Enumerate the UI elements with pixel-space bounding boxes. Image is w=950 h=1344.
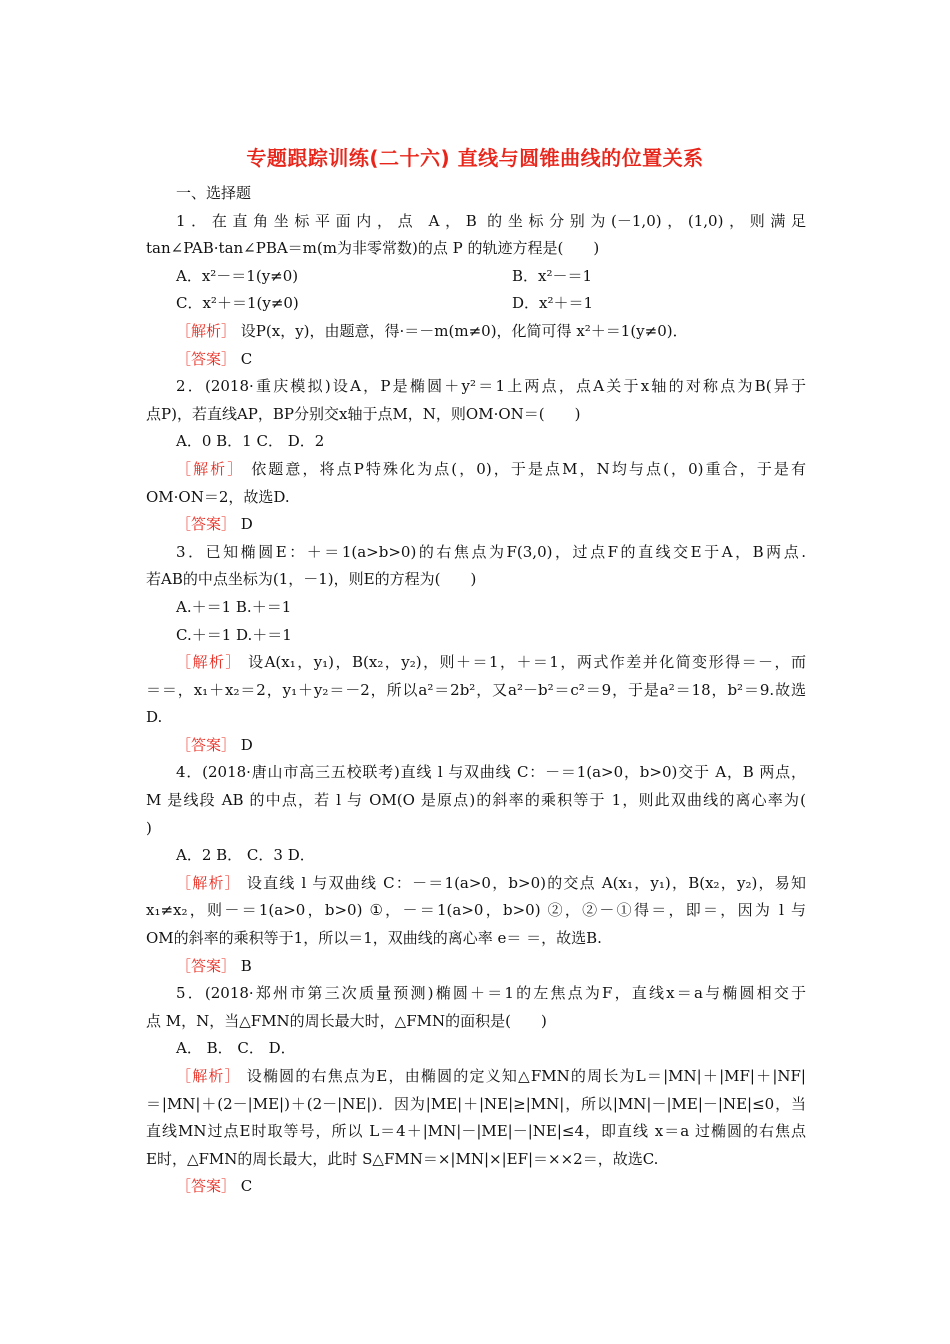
q2-stem-line-1: 2．(2018·重庆模拟)设A，P是椭圆＋y²＝1上两点，点A关于x轴的对称点为B(异于 <box>176 377 806 396</box>
q3-options-row-1: A.＋＝1 B.＋＝1 <box>176 597 292 616</box>
q3-options-row-2: C.＋＝1 D.＋＝1 <box>176 625 292 644</box>
q2-stem-line-2: 点P)，若直线AP，BP分别交x轴于点M，N，则OM·ON＝( ) <box>146 404 581 423</box>
q2-analysis-line-2: OM·ON＝2，故选D. <box>146 487 290 506</box>
q4-analysis-line-2: x₁≠x₂，则－＝1(a>0，b>0) ①，－＝1(a>0，b>0) ②，②－①得＝，即＝，因为 l 与 <box>146 901 806 920</box>
q3-stem-line-2: 若AB的中点坐标为(1，－1)，则E的方程为( ) <box>146 570 477 589</box>
q5-answer-text: C <box>236 1177 253 1196</box>
document-body <box>146 180 806 1201</box>
analysis-tag: ［解析］ <box>176 1067 241 1085</box>
q4-analysis-line-3: OM的斜率的乘积等于1，所以＝1，双曲线的离心率 e＝ ＝，故选B. <box>146 929 602 948</box>
q5-stem-line-1: 5．(2018·郑州市第三次质量预测)椭圆＋＝1的左焦点为F，直线x＝a与椭圆相交于 <box>176 984 806 1003</box>
page-title: 专题跟踪训练(二十六) 直线与圆锥曲线的位置关系 <box>246 146 704 170</box>
q1-option-b: B．x²－＝1 <box>512 266 593 285</box>
q3-stem-line-1: 3．已知椭圆E：＋＝1(a>b>0)的右焦点为F(3,0)，过点F的直线交E于A，B两点. <box>176 542 806 561</box>
q5-answer <box>146 1173 806 1201</box>
q3-answer-text: D <box>236 735 253 754</box>
analysis-tag: ［解析］ <box>176 653 242 672</box>
answer-tag: ［答案］ <box>176 956 237 975</box>
q2-analysis-text-1: 依题意，将点P特殊化为点(，0)，于是点M，N均与点(，0)重合，于是有 <box>244 459 806 478</box>
q4-options: A．2 B． C．3 D． <box>176 846 315 865</box>
q3-analysis-line-3: D. <box>146 708 163 727</box>
q2-answer <box>146 511 806 539</box>
analysis-tag: ［解析］ <box>176 873 241 892</box>
q1-option-c: C．x²＋＝1(y≠0) <box>176 294 299 313</box>
q1-answer <box>146 346 806 374</box>
q1-analysis <box>146 318 806 346</box>
q4-stem-line-1: 4．(2018·唐山市高三五校联考)直线 l 与双曲线 C：－＝1(a>0，b>0)交于 A，B 两点， <box>176 763 806 782</box>
q5-options: A． B． C． D． <box>176 1039 296 1058</box>
q5-analysis <box>146 1063 806 1091</box>
q3-analysis-text-1: 设A(x₁，y₁)，B(x₂，y₂)，则＋＝1，＋＝1，两式作差并化简变形得＝－，而 <box>241 653 806 672</box>
q2-options: A．0 B．1 C． D．2 <box>176 432 325 451</box>
q1-option-a: A．x²－＝1(y≠0) <box>176 266 299 285</box>
q1-stem-line-1: 1．在直角坐标平面内，点 A，B 的坐标分别为(－1,0)，(1,0)，则满足 <box>176 211 806 230</box>
q1-answer-text: C <box>236 349 253 368</box>
q1-stem-line-2: tan∠PAB·tan∠PBA＝m(m为非零常数)的点 P 的轨迹方程是( ) <box>146 239 600 258</box>
q5-analysis-line-4: E时，△FMN的周长最大，此时 S△FMN＝×|MN|×|EF|＝××2＝，故选C. <box>146 1149 659 1168</box>
answer-tag: ［答案］ <box>176 515 237 534</box>
q4-analysis <box>146 870 806 898</box>
q1-options-row-1 <box>146 263 806 291</box>
answer-tag: ［答案］ <box>176 735 237 754</box>
q3-answer <box>146 732 806 760</box>
analysis-tag: ［解析］ <box>176 321 237 340</box>
answer-tag: ［答案］ <box>176 349 237 368</box>
q2-analysis <box>146 456 806 484</box>
q5-analysis-text-1: 设椭圆的右焦点为E，由椭圆的定义知△FMN的周长为L＝|MN|＋|MF|＋|NF| <box>240 1067 806 1085</box>
q1-options-row-2 <box>146 290 806 318</box>
q3-analysis-line-2: ＝＝，x₁＋x₂＝2，y₁＋y₂＝－2，所以a²＝2b²，又a²－b²＝c²＝9，于是a²＝18，b²＝9.故选 <box>146 680 806 699</box>
q3-analysis <box>146 649 806 677</box>
q4-stem-line-3: ) <box>146 818 152 837</box>
section-heading: 一、选择题 <box>176 184 252 202</box>
q4-answer-text: B <box>236 956 252 975</box>
analysis-tag: ［解析］ <box>176 459 245 478</box>
q4-stem-line-2: M 是线段 AB 的中点，若 l 与 OM(O 是原点)的斜率的乘积等于 1，则此双曲线的离心率为( <box>146 791 806 810</box>
q5-stem-line-2: 点 M，N，当△FMN的周长最大时，△FMN的面积是( ) <box>146 1011 547 1030</box>
q5-analysis-line-3: 直线MN过点E时取等号，所以 L＝4＋|MN|－|ME|－|NE|≤4，即直线 x＝a 过椭圆的右焦点 <box>146 1122 806 1141</box>
q1-analysis-text: 设P(x，y)，由题意，得·＝－m(m≠0)，化简可得 x²＋＝1(y≠0)． <box>236 321 688 340</box>
q5-analysis-line-2: ＝|MN|＋(2－|ME|)＋(2－|NE|)．因为|ME|＋|NE|≥|MN|，所以|MN|－|ME|－|NE|≤0，当 <box>146 1094 806 1113</box>
q4-answer <box>146 953 806 981</box>
q2-answer-text: D <box>236 515 253 534</box>
q1-option-d: D．x²＋＝1 <box>512 294 594 313</box>
q4-analysis-text-1: 设直线 l 与双曲线 C：－＝1(a>0，b>0)的交点 A(x₁，y₁)，B(x₂，y₂)，易知 <box>240 873 806 892</box>
answer-tag: ［答案］ <box>176 1177 237 1196</box>
